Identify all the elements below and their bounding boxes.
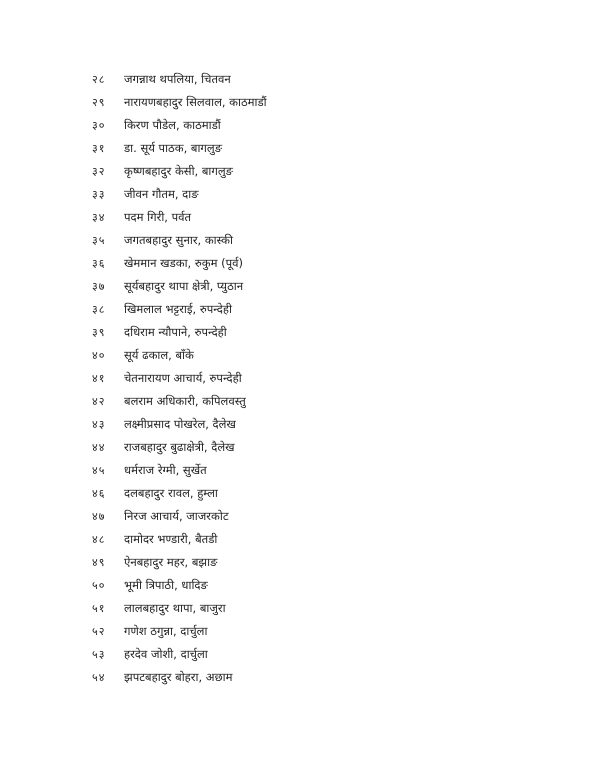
list-item	[92, 275, 532, 298]
item-text: जीवन गौतम, दाङ	[124, 187, 199, 201]
list-item	[92, 551, 532, 574]
list-item	[92, 413, 532, 436]
item-number: ३१	[92, 142, 106, 155]
item-text: दधिराम न्यौपाने, रुपन्देही	[124, 325, 227, 339]
item-text: सूर्यबहादुर थापा क्षेत्री, प्युठान	[124, 279, 244, 293]
list-item	[92, 137, 532, 160]
item-text: हरदेव जोशी, दार्चुला	[124, 647, 208, 661]
list-item	[92, 436, 532, 459]
item-number: ३६	[92, 257, 106, 270]
list-item	[92, 459, 532, 482]
item-number: ३५	[92, 234, 106, 247]
list-item	[92, 183, 532, 206]
list-item	[92, 597, 532, 620]
list-item	[92, 206, 532, 229]
list-item	[92, 367, 532, 390]
item-text: पदम गिरी, पर्वत	[124, 210, 192, 224]
item-number: ३२	[92, 165, 106, 178]
item-number: ४०	[92, 349, 106, 362]
item-text: राजबहादुर बुढाक्षेत्री, दैलेख	[124, 440, 235, 454]
item-text: सूर्य ढकाल, बाँके	[124, 348, 194, 362]
list-item	[92, 482, 532, 505]
item-text: खिमलाल भट्टराई, रुपन्देही	[124, 302, 232, 316]
item-text: डा. सूर्य पाठक, बागलुङ	[124, 141, 223, 155]
item-text: ऐनबहादुर महर, बझाङ	[124, 555, 218, 569]
item-text: झपटबहादुर बोहरा, अछाम	[124, 670, 233, 684]
name-list	[92, 68, 532, 689]
item-number: ४७	[92, 510, 106, 523]
list-item	[92, 643, 532, 666]
list-item	[92, 574, 532, 597]
list-item	[92, 252, 532, 275]
item-text: दामोदर भण्डारी, बैतडी	[124, 532, 218, 546]
item-text: जगतबहादुर सुनार, कास्की	[124, 233, 233, 247]
item-number: ४८	[92, 533, 106, 546]
item-text: निरज आचार्य, जाजरकोट	[124, 509, 229, 523]
item-number: ४९	[92, 556, 106, 569]
item-number: ४३	[92, 418, 106, 431]
list-item	[92, 114, 532, 137]
item-text: भूमी त्रिपाठी, धादिङ	[124, 578, 208, 592]
item-number: ५१	[92, 602, 106, 615]
item-text: लालबहादुर थापा, बाजुरा	[124, 601, 226, 615]
list-item	[92, 68, 532, 91]
item-number: ३३	[92, 188, 106, 201]
list-item	[92, 229, 532, 252]
item-number: ३०	[92, 119, 106, 132]
list-item	[92, 160, 532, 183]
item-text: बलराम अधिकारी, कपिलवस्तु	[124, 394, 246, 408]
item-text: किरण पौडेल, काठमाडौं	[124, 118, 221, 132]
item-number: ४२	[92, 395, 106, 408]
item-number: ५४	[92, 671, 106, 684]
item-number: ४१	[92, 372, 106, 385]
list-item	[92, 620, 532, 643]
item-number: ३७	[92, 280, 106, 293]
item-text: दलबहादुर रावल, हुम्ला	[124, 486, 218, 500]
item-number: २८	[92, 73, 106, 86]
list-item	[92, 505, 532, 528]
list-item	[92, 344, 532, 367]
item-number: ५०	[92, 579, 106, 592]
item-number: ३९	[92, 326, 106, 339]
list-item	[92, 390, 532, 413]
item-text: नारायणबहादुर सिलवाल, काठमाडौं	[124, 95, 267, 109]
item-number: ५३	[92, 648, 106, 661]
item-number: २९	[92, 96, 106, 109]
item-text: जगन्नाथ थपलिया, चितवन	[124, 72, 231, 86]
list-item	[92, 298, 532, 321]
item-number: ३८	[92, 303, 106, 316]
item-number: ५२	[92, 625, 106, 638]
list-item	[92, 528, 532, 551]
item-number: ४४	[92, 441, 106, 454]
item-number: ४५	[92, 464, 106, 477]
list-item	[92, 91, 532, 114]
list-item	[92, 666, 532, 689]
item-text: धर्मराज रेग्मी, सुर्खेत	[124, 463, 207, 477]
item-text: गणेश ठगुन्ना, दार्चुला	[124, 624, 208, 638]
list-item	[92, 321, 532, 344]
item-text: खेममान खडका, रुकुम (पूर्व)	[124, 256, 243, 270]
item-text: कृष्णबहादुर केसी, बागलुङ	[124, 164, 234, 178]
item-number: ३४	[92, 211, 106, 224]
item-number: ४६	[92, 487, 106, 500]
item-text: लक्ष्मीप्रसाद पोखरेल, दैलेख	[124, 417, 236, 431]
item-text: चेतनारायण आचार्य, रुपन्देही	[124, 371, 242, 385]
